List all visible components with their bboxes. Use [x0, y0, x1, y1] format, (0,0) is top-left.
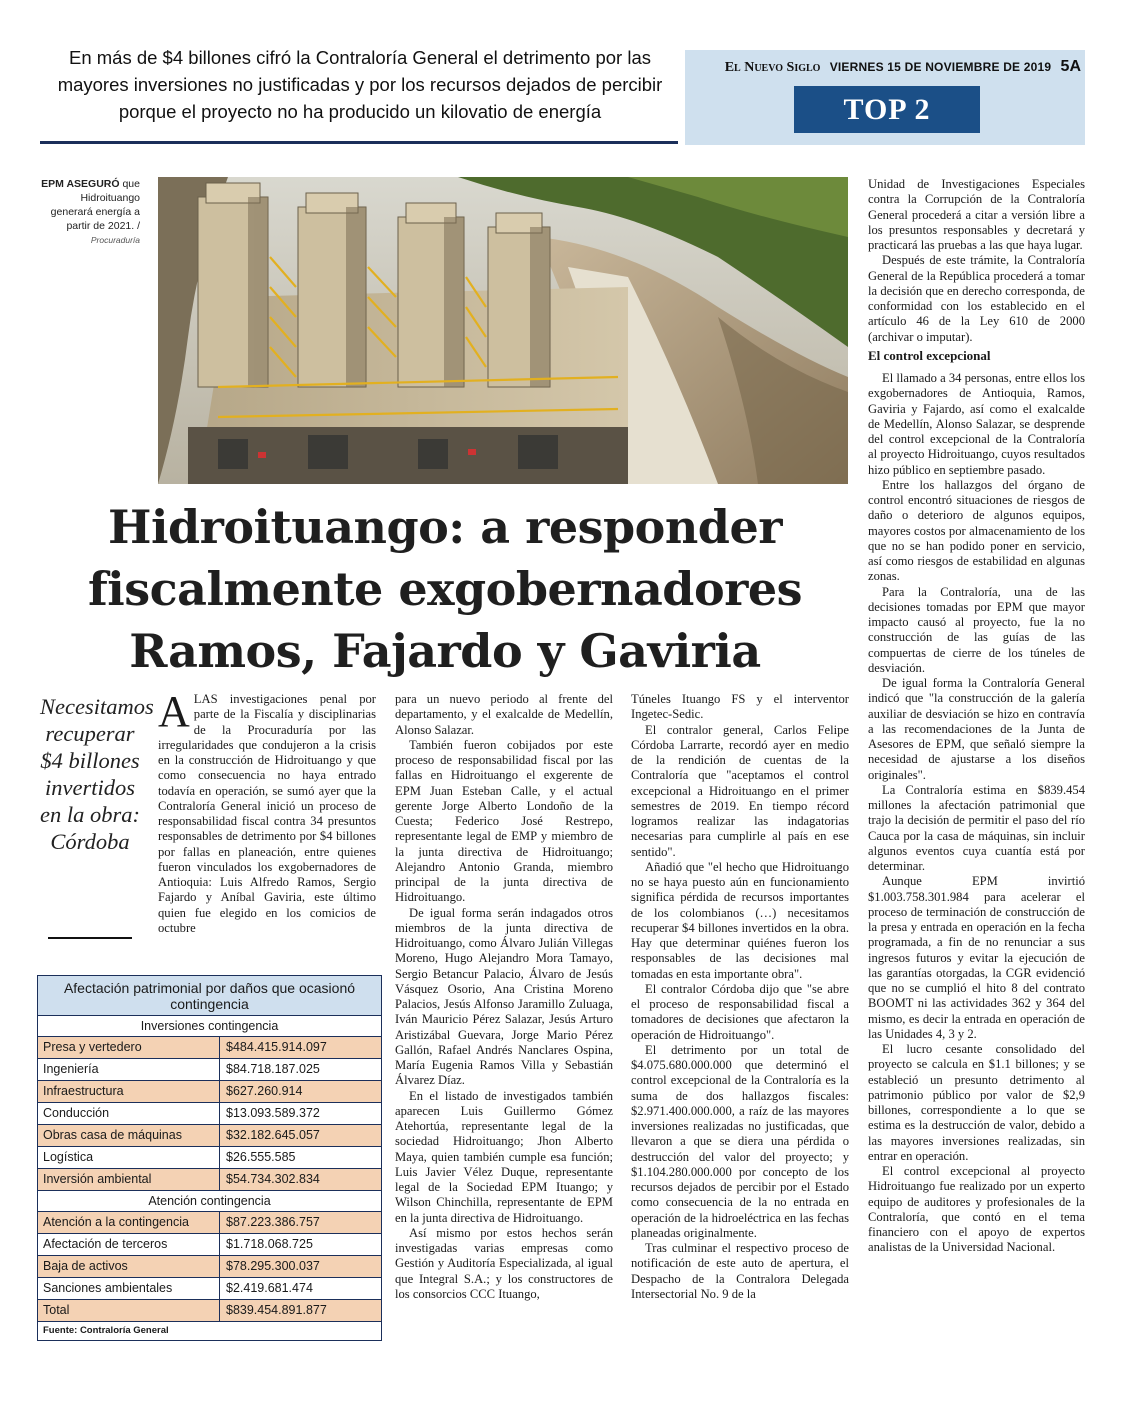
table-row: [38, 1059, 381, 1081]
table-row: [38, 1037, 381, 1059]
row-value: $2.419.681.474: [226, 1281, 313, 1295]
headline: Hidroituango: a responder fiscalmente exgobernadores Ramos, Fajardo y Gaviria: [87, 500, 803, 678]
caption-credit: Procuraduría: [90, 235, 140, 245]
row-value: $78.295.300.037: [226, 1259, 320, 1273]
body-column-4: [868, 177, 1085, 1256]
table-row: [38, 1103, 381, 1125]
table-section-header: Atención contingencia: [38, 1191, 381, 1212]
subheading: El control excepcional: [868, 347, 991, 363]
row-value: $26.555.585: [226, 1150, 296, 1164]
paragraph: Túneles Ituango FS y el interventor Ingetec-Sedic.: [631, 692, 849, 722]
row-value: $1.718.068.725: [226, 1237, 313, 1251]
row-label: Afectación de terceros: [38, 1234, 220, 1255]
table-row: [38, 1256, 381, 1278]
caption-text: que Hidroituango generará energía a partir de 2021. /: [50, 178, 140, 232]
paragraph: [158, 687, 376, 936]
pull-quote-rule: [48, 937, 132, 939]
paragraph: En el listado de investigados también aparecen Luis Guillermo Gómez Atehortúa, representante legal de la sociedad Hidroituango; Jhon Alberto Maya, quien también cumple esa función; Luis Javier Vélez Duque, representante legal de la Sociedad EPM Ituango; y Wilson Chinchilla, representante de EPM en la junta directiva de Hidroituango.: [395, 1088, 613, 1225]
row-value: $627.260.914: [226, 1084, 303, 1098]
pull-quote: Necesitamos recuperar $4 billones invertidos en la obra: Córdoba: [40, 694, 154, 854]
paragraph: El contralor general, Carlos Felipe Córdoba Larrarte, recordó ayer en medio de la rendición de cuentas de la Contraloría que "aceptamos el control excepcional a Hidroituango en el primer semestres de 2019. En tiempo récord logramos realizar las indagatorias necesarias para cumplirle al país en ese sentido".: [631, 722, 849, 859]
row-label: Baja de activos: [38, 1256, 220, 1277]
body-column-3: [631, 692, 849, 1302]
photo-caption: [40, 177, 140, 247]
paragraph: Unidad de Investigaciones Especiales contra la Corrupción de la Contraloría General procederá a citar a versión libre a los presuntos responsables y decretará y practicará las pruebas a las que haya lugar.: [868, 177, 1085, 252]
paragraph: Tras culminar el respectivo proceso de notificación de este auto de apertura, el Despacho de la Contralora Delegada Intersectorial No. 9 de la: [631, 1241, 849, 1301]
table-row-total: [38, 1300, 381, 1322]
paragraph: El llamado a 34 personas, entre ellos los exgobernadores de Antioquia, Ramos, Gaviria y Fajardo, así como el exalcalde de Medellín, Alonso Salazar, se desprende del control excepcional de la Contraloría al proyecto Hidroituango, cuyos resultados hizo público en septiembre pasado.: [868, 371, 1085, 477]
table-row: [38, 1081, 381, 1103]
row-value: $484.415.914.097: [226, 1040, 327, 1054]
dam-photo: [158, 177, 848, 484]
header-rule: [40, 141, 678, 144]
issue-date: VIERNES 15 DE NOVIEMBRE DE 2019: [829, 60, 1052, 74]
paragraph: Después de este trámite, la Contraloría General de la República procederá a tomar la decisión que en derecho corresponda, de conformidad con los establecido en el artículo 46 de la Ley 610 de 2000 (archivar o imputar).: [868, 253, 1085, 344]
table-section-header: Inversiones contingencia: [38, 1016, 381, 1037]
paragraph: Entre los hallazgos del órgano de control encontró situaciones de riesgos de daño o deterioro de algunos equipos, mayores costos por almacenamiento de los que no se han podido poner en servicio, así como riesgos de estabilidad en algunas zonas.: [868, 477, 1085, 584]
table-source: Fuente: Contraloría General: [38, 1322, 381, 1340]
paragraph: Así mismo por estos hechos serán investigadas varias empresas como Gestión y Auditoría Especializada, al igual que Integral S.A.; y los constructores de los consorcios CCC Ituango,: [395, 1225, 613, 1301]
header-lede: En más de $4 billones cifró la Contraloría General el detrimento por las mayores inversiones no justificadas y por los recursos dejados de percibir porque el proyecto no ha producido un kilovatio de energía: [57, 47, 663, 122]
table-row: [38, 1169, 381, 1191]
paragraph: De igual forma serán indagados otros miembros de la junta directiva de Hidroituango, como Álvaro Julián Villegas Moreno, Hugo Alejandro Mora Tamayo, Sergio Betancur Palacio, Álvaro de Jesús Vásquez Osorio, Ana Cristina Moreno Palacios, Jesús Alfonso Jaramillo Zuluaga, Iván Mauricio Pérez Salazar, Jesús Arturo Aristizábal Guevara, Jorge Mario Pérez Gallón, Rafael Andrés Nanclares Ospina, María Eugenia Ramos Villa y Sebastián Álvarez Díaz.: [395, 905, 613, 1088]
row-label: Obras casa de máquinas: [38, 1125, 220, 1146]
body-column-1: [158, 687, 376, 936]
page-number: 5A: [1060, 58, 1081, 75]
row-value: $839.454.891.877: [226, 1303, 327, 1317]
paragraph: Añadió que "el hecho que Hidroituango no se haya puesto aún en funcionamiento significa pérdida de recursos importantes de los colombianos (…) necesitamos recuperar $4 billones invertidos en la obra. Hay que determinar quiénes fueron los responsables de las decisiones mal tomadas en esta importante obra".: [631, 859, 849, 981]
row-value: $87.223.386.757: [226, 1215, 320, 1229]
paragraph: La Contraloría estima en $839.454 millones la afectación patrimonial que trajo la decisión de permitir el paso del río Cauca por la casa de máquinas, sin incluir algunos eventos cuya cuantía está por determinar.: [868, 782, 1085, 873]
row-label: Infraestructura: [38, 1081, 220, 1102]
table-row: [38, 1147, 381, 1169]
paragraph: También fueron cobijados por este proceso de responsabilidad fiscal por las fallas en Hidroituango el exgerente de EPM Juan Esteban Calle, y el actual gerente Jorge Alberto Londoño de la Cuesta; Federico José Restrepo, representante legal de EMP y miembro de la junta directiva de Hidroituango; Alejandro Antonio Granda, miembro principal de la junta directiva de Hidroituango.: [395, 737, 613, 905]
paragraph: para un nuevo periodo al frente del departamento, y el exalcalde de Medellín, Alonso Salazar.: [395, 692, 613, 737]
table-title: Afectación patrimonial por daños que ocasionó contingencia: [38, 976, 381, 1016]
row-label: Sanciones ambientales: [38, 1278, 220, 1299]
row-label: Conducción: [38, 1103, 220, 1124]
paragraph-text: LAS investigaciones penal por parte de la Fiscalía y disciplinarias de la Procuraduría por las irregularidades que condujeron a la crisis en la construcción de Hidroituango y que como consecuencia no haya entrado todavía en operación, se sumó ayer que la Contraloría General inició un proceso de responsabilidad fiscal contra 34 presuntos responsables de detrimento por $4 billones por fallas en planeación, entre quienes fueron vinculados los exgobernadores de Antioquia: Luis Alfredo Ramos, Sergio Fajardo y Aníbal Gaviria, este último quien fue elegido en los comicios de octubre: [158, 692, 376, 935]
paragraph: El control excepcional al proyecto Hidroituango fue realizado por un experto equipo de auditores y profesionales de la Contraloría, que contó en el tema financiero con el apoyo de expertos analistas de la Universidad Nacional.: [868, 1164, 1085, 1255]
table-row: [38, 1125, 381, 1147]
paragraph: Aunque EPM invirtió $1.003.758.301.984 para acelerar el proceso de terminación de construcción de la presa y entrada en operación en la fecha programada, a fin de no renunciar a sus ingresos futuros y evitar la ejecución de las garantías otorgadas, la CGR evidenció que no se cumplió el hito 8 del contrato BOOMT ni las actividades 362 y 364 del mismo, es decir la entrada en operación de las Unidades 4, 3 y 2.: [868, 874, 1085, 1041]
row-label: Logística: [38, 1147, 220, 1168]
row-label: Total: [38, 1300, 220, 1321]
row-label: Ingeniería: [38, 1059, 220, 1080]
row-label: Presa y vertedero: [38, 1037, 220, 1058]
paragraph: El detrimento por un total de $4.075.680.000.000 que determinó el control excepcional de la Contraloría es la suma de dos hallazgos fiscales: $2.971.400.000.000, a raíz de las mayores inversiones realizadas no justificadas, que llevaron a que se diera una pérdida o destrucción del valor del proyecto; y $1.104.280.000.000 por concepto de los recursos dejados de percibir por el Estado como consecuencia de la no entrada en operación de la hidroeléctrica en las fechas planeadas originalmente.: [631, 1042, 849, 1240]
paragraph: Para la Contraloría, una de las decisiones tomadas por EPM que mayor impacto causó al proyecto, fue la no construcción de las guías de las compuertas de cierre de los túneles de desviación.: [868, 584, 1085, 675]
row-value: $13.093.589.372: [226, 1106, 320, 1120]
drop-cap: A: [158, 687, 190, 736]
row-value: $54.734.302.834: [226, 1172, 320, 1186]
body-column-2: [395, 692, 613, 1302]
masthead: [696, 58, 1081, 76]
caption-lead: EPM ASEGURÓ: [41, 178, 120, 190]
section-badge: TOP 2: [794, 86, 980, 133]
table-row: [38, 1212, 381, 1234]
paragraph: El lucro cesante consolidado del proyecto se calcula en $1.1 billones; y se estableció un presunto detrimento al patrimonio público por valor de $2,9 billones, correspondiente a lo que se estima es la destrucción de valor, debido a las mayores inversiones realizadas, sin entrar en operación.: [868, 1042, 1085, 1163]
paragraph: De igual forma la Contraloría General indicó que "la construcción de la galería auxiliar de desviación se hizo en contravía a las recomendaciones de la Junta de Asesores de EPM, que señaló siempre la necesidad de ajustarse a los diseños originales".: [868, 676, 1085, 782]
row-value: $84.718.187.025: [226, 1062, 320, 1076]
row-value: $32.182.645.057: [226, 1128, 320, 1142]
paragraph: El contralor Córdoba dijo que "se abre el proceso de responsabilidad fiscal a tomadores de decisiones que afectaron la operación de Hidroituango".: [631, 981, 849, 1042]
dam-photo-illustration: [158, 177, 848, 484]
row-label: Atención a la contingencia: [38, 1212, 220, 1233]
damages-table: [37, 975, 382, 1341]
table-row: [38, 1278, 381, 1300]
table-row: [38, 1234, 381, 1256]
row-label: Inversión ambiental: [38, 1169, 220, 1190]
newspaper-brand: El Nuevo Siglo: [724, 60, 821, 75]
